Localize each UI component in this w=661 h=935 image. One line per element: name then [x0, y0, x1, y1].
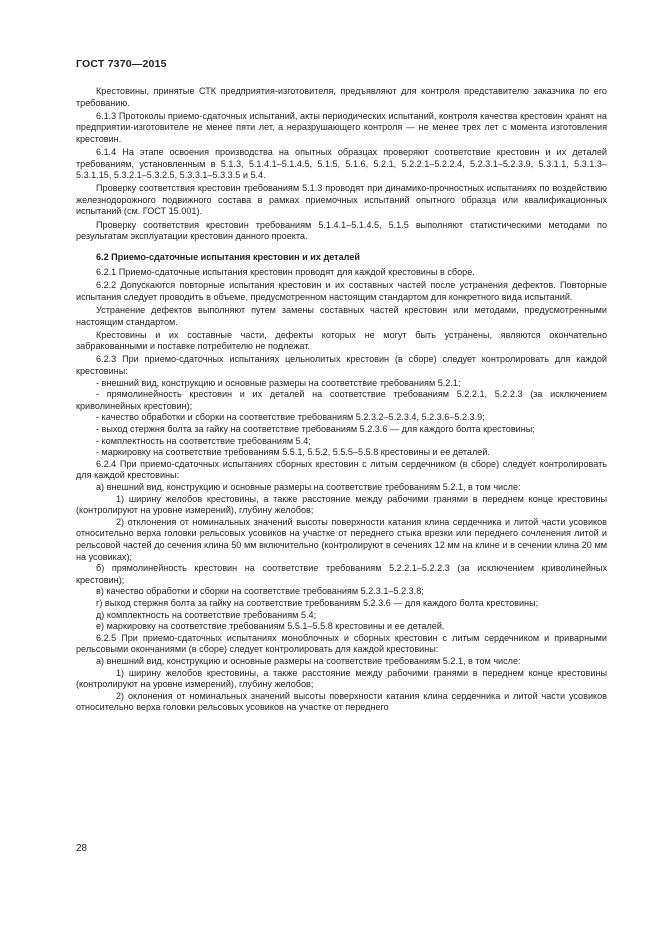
- list-item: д) комплектность на соответствие требованиям 5.4;: [96, 609, 317, 620]
- list-item: - внешний вид, конструкцию и основные размеры на соответствие требованиям 5.2.1;: [96, 377, 461, 388]
- paragraph: Проверку соответствия крестовин требованиям 5.1.4.1–5.1.4.5, 5.1.5 выполняют статистическими методами по результатам эксплуатации крестовин данного проекта.: [76, 219, 607, 242]
- list-item: - маркировку на соответствие требованиям 5.5.1, 5.5.2, 5.5.5–5.5.8 крестовины и ее деталей.: [96, 447, 490, 458]
- section-title: 6.2 Приемо-сдаточные испытания крестовин и их деталей: [96, 251, 360, 262]
- sub-list-item: 2) отклонения от номинальных значений высоты поверхности катания клина сердечника и литой части усовиков относительно верха головки рельсовых усовиков на участке от переднего стыка врезки или переднего сочленения литой и рельсовой частей до сечения клина 50 мм включительно (контролируют в сечениях 12 мм на клине и в сечении клина 20 мм на усовиках);: [76, 516, 607, 562]
- paragraph: Устранение дефектов выполняют путем замены составных частей крестовин или методами, предусмотренными настоящим стандартом.: [76, 305, 607, 327]
- sub-list-item: 1) ширину желобов крестовины, а также расстояние между рабочими гранями в переднем конце крестовины (контролируют на уровне измерений), глубину желобов;: [76, 493, 607, 516]
- document-body: [76, 86, 607, 714]
- list-item: - прямолинейность крестовин и их деталей на соответствие требованиям 5.2.2.1, 5.2.2.3 (за исключением криволинейных крестовин);: [76, 389, 607, 411]
- paragraph: Крестовины, принятые СТК предприятия-изготовителя, предъявляют для контроля представителю заказчика по его требованию.: [76, 86, 607, 108]
- list-item: в) качество обработки и сборки на соответствие требованиям 5.2.3.1–5.2.3.8;: [96, 586, 424, 597]
- list-item: б) прямолинейность крестовин на соответствие требованиям 5.2.2.1–5.2.2.3 (за исключением криволинейных крестовин);: [76, 563, 607, 585]
- list-item: - комплектность на соответствие требованиям 5.4;: [96, 435, 311, 446]
- paragraph: 6.1.4 На этапе освоения производства на опытных образцах проверяют соответствие крестовин и их деталей требованиям, установленным в 5.1.3, 5.1.4.1–5.1.4.5, 5.1.5, 5.1.6, 5.2.1, 5.2.2.1–5.2.2.4, 5.2.3.1–5.2.3.9, 5.3.1.1, 5.3.1.3–5.3.1.15, 5.3.2.1–5.3.2.5, 5.3.3.1–5.3.3.5 и 5.4.: [76, 146, 607, 181]
- list-item: а) внешний вид, конструкцию и основные размеры на соответствие требованиям 5.2.1, в том числе:: [96, 482, 521, 492]
- list-item: г) выход стержня болта за гайку на соответствие требованиям 5.2.3.6 — для каждого болта крестовины;: [96, 597, 539, 608]
- list-item: е) маркировку на соответствие требованиям 5.5.1–5.5.8 крестовины и ее деталей.: [96, 621, 445, 632]
- paragraph: 6.2.2 Допускаются повторные испытания крестовин и их составных частей после устранения дефектов. Повторные испытания следует проводить в объеме, предусмотренном настоящим стандартом для конкретного вида испытаний.: [76, 280, 607, 302]
- list-item: - выход стержня болта за гайку на соответствие требованиям 5.2.3.6 — для каждого болта крестовины;: [96, 424, 535, 435]
- paragraph: 6.2.1 Приемо-сдаточные испытания крестовин проводят для каждой крестовины в сборе.: [96, 267, 475, 278]
- paragraph: 6.2.3 При приемо-сдаточных испытаниях цельнолитых крестовин (в сборе) следует контролировать для каждой крестовины:: [76, 354, 607, 377]
- paragraph: 6.1.3 Протоколы приемо-сдаточных испытаний, акты периодических испытаний, контроля качества крестовин хранят на предприятии-изготовителе не менее пяти лет, а неразрушающего контроля — не менее трех лет с момента изготовления крестовин.: [76, 110, 607, 144]
- paragraph: 6.2.5 При приемо-сдаточных испытаниях моноблочных и сборных крестовин с литым сердечником и приварными рельсовыми окончаниями (в сборе) следует контролировать для каждой крестовины:: [76, 632, 607, 655]
- paragraph: Проверку соответствия крестовин требованиям 5.1.3 проводят при динамико-прочностных испытаниях по воздействию железнодорожного подвижного состава в рамках приемочных испытаний опытного образца или квалификационных испытаний (см. ГОСТ 15.001).: [76, 183, 607, 217]
- page-number: 28: [76, 843, 88, 854]
- list-item: а) внешний вид, конструкцию и основные размеры на соответствие требованиям 5.2.1, в том числе:: [96, 655, 521, 666]
- sub-list-item: 1) ширину желобов крестовины, а также расстояние между рабочими гранями в переднем конце крестовины (контролируют на уровне измерений), глубину желобов;: [76, 667, 607, 690]
- paragraph: 6.2.4 При приемо-сдаточных испытаниях сборных крестовин с литым сердечником (в сборе) следует контролировать для каждой крестовины:: [76, 458, 607, 481]
- paragraph: Крестовины и их составные части, дефекты которых не могут быть устранены, являются окончательно забракованными и поставке потребителю не подлежат.: [76, 329, 607, 352]
- sub-list-item: 2) оклонения от номинальных значений высоты поверхности катания клина сердечника и литой части усовиков относительно верха головки рельсовых усовиков на участке от переднего: [76, 690, 607, 713]
- list-item: - качество обработки и сборки на соответствие требованиям 5.2.3.2–5.2.3.4, 5.2.3.6–5.2.3.9;: [96, 412, 485, 423]
- document-header: ГОСТ 7370—2015: [76, 58, 167, 70]
